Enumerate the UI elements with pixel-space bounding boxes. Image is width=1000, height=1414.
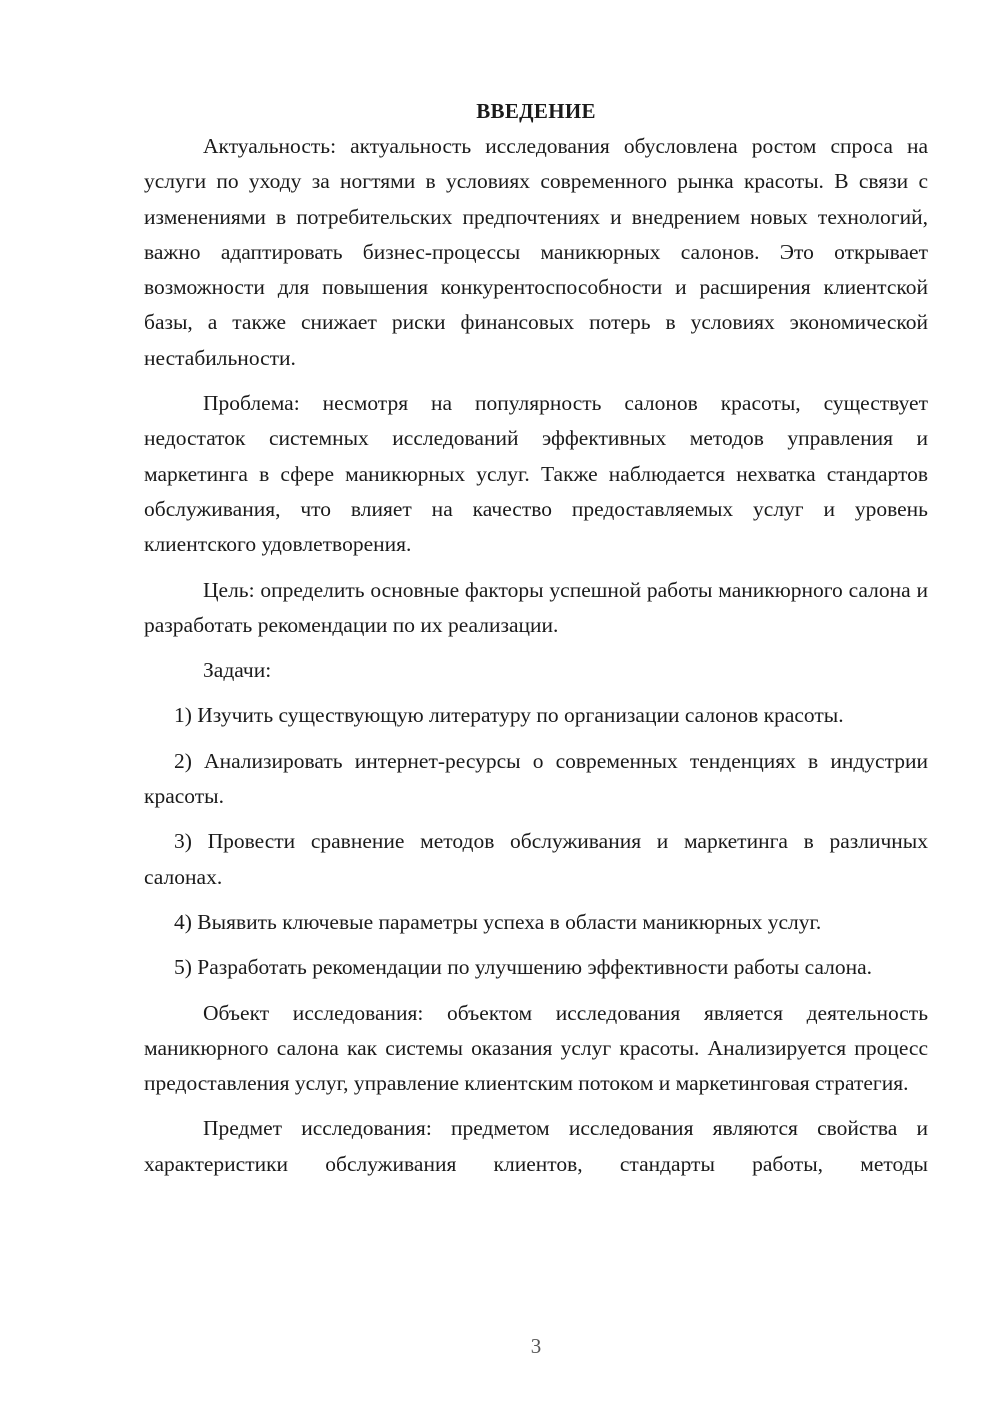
task-item-3: 3) Провести сравнение методов обслуживания и маркетинга в различных салонах.	[144, 829, 928, 889]
goal-paragraph: Цель: определить основные факторы успешной работы маникюрного салона и разработать рекомендации по их реализации.	[144, 577, 928, 637]
relevance-paragraph: Актуальность: актуальность исследования обусловлена ростом спроса на услуги по уходу за ногтями в условиях современного рынка красоты. В связи с изменениями в потребительских предпочтениях и внедрением новых технологий, важно адаптировать бизнес-процессы маникюрных салонов. Это открывает возможности для повышения конкурентоспособности и расширения клиентской базы, а также снижает риски финансовых потерь в условиях экономической нестабильности.	[144, 134, 928, 370]
tasks-heading: Задачи:	[203, 658, 272, 683]
subject-paragraph: Предмет исследования: предметом исследования являются свойства и характеристики обслуживания клиентов, стандарты работы, методы	[144, 1116, 928, 1176]
task-item-2: 2) Анализировать интернет-ресурсы о современных тенденциях в индустрии красоты.	[144, 748, 928, 809]
task-item-1: 1) Изучить существующую литературу по организации салонов красоты.	[174, 703, 844, 728]
page-number: 3	[530, 1334, 542, 1358]
object-paragraph: Объект исследования: объектом исследования является деятельность маникюрного салона как системы оказания услуг красоты. Анализируется процесс предоставления услуг, управление клиентским потоком и маркетинговая стратегия.	[144, 1000, 928, 1096]
document-page	[144, 94, 928, 1192]
section-title: ВВЕДЕНИЕ	[476, 99, 596, 123]
task-item-5: 5) Разработать рекомендации по улучшению эффективности работы салона.	[174, 955, 873, 980]
task-item-4: 4) Выявить ключевые параметры успеха в области маникюрных услуг.	[174, 909, 822, 934]
problem-paragraph: Проблема: несмотря на популярность салонов красоты, существует недостаток системных исследований эффективных методов управления и маркетинга в сфере маникюрных услуг. Также наблюдается нехватка стандартов обслуживания, что влияет на качество предоставляемых услуг и уровень клиентского удовлетворения.	[144, 391, 928, 557]
